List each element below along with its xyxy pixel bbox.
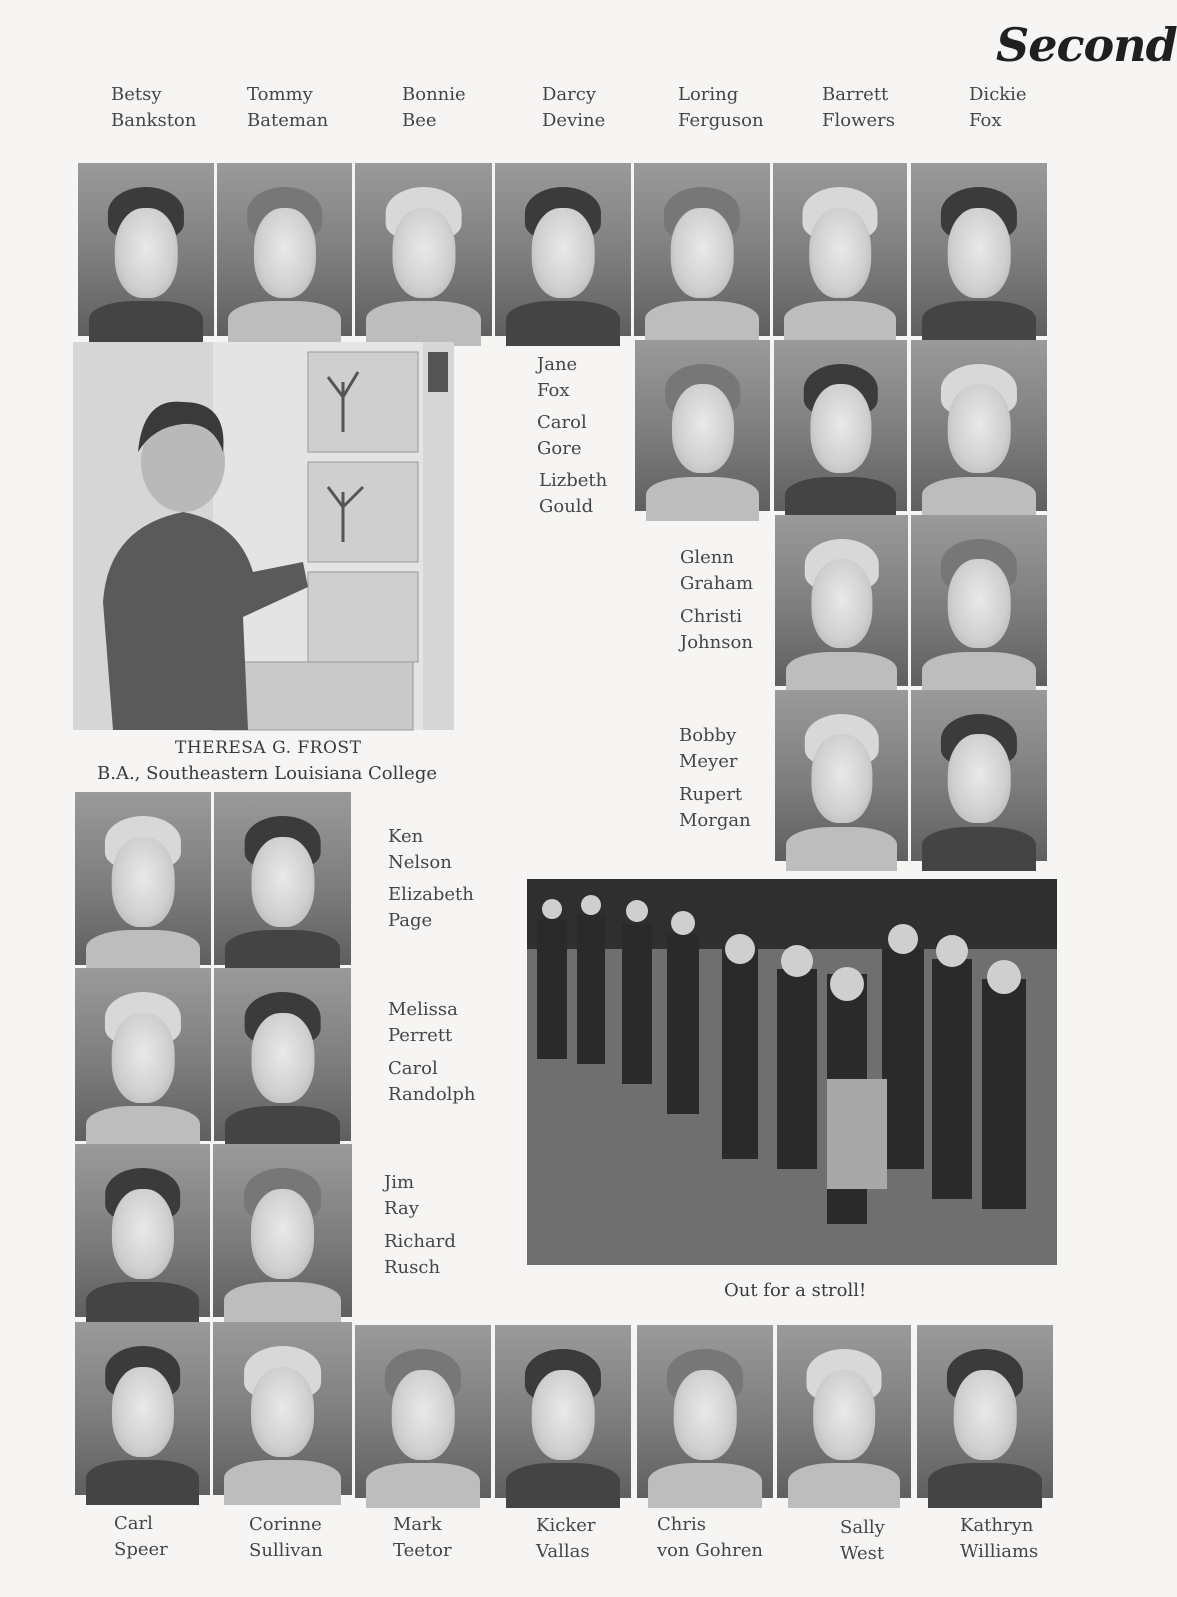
student-portrait bbox=[911, 515, 1047, 686]
last-name: Fox bbox=[969, 110, 1002, 131]
name-label bbox=[402, 82, 466, 134]
student-portrait bbox=[911, 163, 1047, 336]
student-portrait bbox=[213, 1144, 352, 1317]
last-name: von Gohren bbox=[657, 1540, 763, 1561]
name-label bbox=[679, 782, 751, 834]
student-portrait bbox=[78, 163, 214, 336]
last-name: Nelson bbox=[388, 852, 452, 873]
student-portrait bbox=[773, 163, 907, 336]
last-name: West bbox=[840, 1543, 885, 1564]
student-portrait bbox=[775, 515, 908, 686]
last-name: Gore bbox=[537, 438, 582, 459]
student-portrait bbox=[777, 1325, 911, 1498]
last-name: Rusch bbox=[384, 1257, 441, 1278]
name-label bbox=[960, 1513, 1038, 1565]
name-label bbox=[536, 1513, 595, 1565]
first-name: Mark bbox=[393, 1514, 442, 1535]
name-label bbox=[384, 1170, 419, 1222]
name-label bbox=[840, 1515, 885, 1567]
name-label bbox=[537, 352, 577, 404]
group-photo-image bbox=[527, 879, 1057, 1265]
teacher-photo-image bbox=[73, 342, 454, 730]
name-label bbox=[969, 82, 1027, 134]
last-name: Bankston bbox=[111, 110, 197, 131]
first-name: Richard bbox=[384, 1231, 456, 1252]
first-name: Chris bbox=[657, 1514, 706, 1535]
name-label bbox=[537, 410, 587, 462]
student-portrait bbox=[75, 1322, 210, 1495]
last-name: Morgan bbox=[679, 810, 751, 831]
student-portrait bbox=[75, 968, 211, 1141]
student-portrait bbox=[911, 690, 1047, 861]
first-name: Elizabeth bbox=[388, 884, 474, 905]
student-portrait bbox=[775, 690, 908, 861]
teacher-photo bbox=[73, 342, 454, 730]
last-name: Sullivan bbox=[249, 1540, 323, 1561]
first-name: Sally bbox=[840, 1517, 885, 1538]
first-name: Kicker bbox=[536, 1515, 596, 1536]
name-label bbox=[388, 824, 452, 876]
name-label bbox=[680, 604, 753, 656]
first-name: Carol bbox=[388, 1058, 438, 1079]
name-label bbox=[657, 1512, 763, 1564]
first-name: Barrett bbox=[822, 84, 889, 105]
student-portrait bbox=[495, 163, 631, 336]
first-name: Rupert bbox=[679, 784, 743, 805]
student-portrait bbox=[635, 340, 770, 511]
first-name: Carol bbox=[537, 412, 587, 433]
student-portrait bbox=[774, 340, 907, 511]
name-label bbox=[388, 997, 458, 1049]
first-name: Melissa bbox=[388, 999, 458, 1020]
student-portrait bbox=[917, 1325, 1053, 1498]
first-name: Bonnie bbox=[402, 84, 466, 105]
student-portrait bbox=[214, 792, 351, 965]
student-portrait bbox=[355, 1325, 491, 1498]
name-label bbox=[679, 723, 738, 775]
student-portrait bbox=[75, 792, 211, 965]
first-name: Glenn bbox=[680, 547, 734, 568]
first-name: Jim bbox=[384, 1172, 415, 1193]
last-name: Speer bbox=[114, 1539, 168, 1560]
first-name: Loring bbox=[678, 84, 739, 105]
name-label bbox=[388, 1056, 476, 1108]
first-name: Corinne bbox=[249, 1514, 322, 1535]
student-portrait bbox=[355, 163, 492, 336]
first-name: Lizbeth bbox=[539, 470, 608, 491]
name-label bbox=[247, 82, 328, 134]
name-label bbox=[822, 82, 895, 134]
name-label bbox=[678, 82, 764, 134]
first-name: Dickie bbox=[969, 84, 1027, 105]
last-name: Graham bbox=[680, 573, 754, 594]
first-name: Bobby bbox=[679, 725, 737, 746]
last-name: Johnson bbox=[680, 632, 753, 653]
group-photo-caption: Out for a stroll! bbox=[724, 1280, 867, 1301]
last-name: Flowers bbox=[822, 110, 895, 131]
student-portrait bbox=[217, 163, 352, 336]
last-name: Ferguson bbox=[678, 110, 764, 131]
student-portrait bbox=[911, 340, 1047, 511]
last-name: Meyer bbox=[679, 751, 738, 772]
student-portrait bbox=[495, 1325, 631, 1498]
student-portrait bbox=[214, 968, 351, 1141]
name-label bbox=[384, 1229, 456, 1281]
first-name: Jane bbox=[537, 354, 578, 375]
last-name: Ray bbox=[384, 1198, 419, 1219]
name-label bbox=[388, 882, 474, 934]
name-label bbox=[111, 82, 196, 134]
name-label bbox=[542, 82, 605, 134]
name-label bbox=[680, 545, 753, 597]
teacher-degree: B.A., Southeastern Louisiana College bbox=[97, 763, 437, 784]
first-name: Kathryn bbox=[960, 1515, 1034, 1536]
last-name: Page bbox=[388, 910, 433, 931]
first-name: Betsy bbox=[111, 84, 162, 105]
page-heading: Second bbox=[996, 18, 1177, 72]
name-label bbox=[539, 468, 607, 520]
student-portrait bbox=[213, 1322, 352, 1495]
student-portrait bbox=[75, 1144, 210, 1317]
student-portrait bbox=[637, 1325, 773, 1498]
last-name: Perrett bbox=[388, 1025, 453, 1046]
last-name: Fox bbox=[537, 380, 570, 401]
last-name: Bee bbox=[402, 110, 437, 131]
last-name: Devine bbox=[542, 110, 606, 131]
last-name: Williams bbox=[960, 1541, 1039, 1562]
student-portrait bbox=[634, 163, 770, 336]
last-name: Randolph bbox=[388, 1084, 476, 1105]
name-label bbox=[393, 1512, 452, 1564]
first-name: Ken bbox=[388, 826, 424, 847]
first-name: Darcy bbox=[542, 84, 597, 105]
last-name: Vallas bbox=[536, 1541, 590, 1562]
teacher-name: THERESA G. FROST bbox=[175, 738, 362, 758]
last-name: Bateman bbox=[247, 110, 329, 131]
last-name: Teetor bbox=[393, 1540, 452, 1561]
name-label bbox=[114, 1511, 168, 1563]
name-label bbox=[249, 1512, 323, 1564]
last-name: Gould bbox=[539, 496, 594, 517]
first-name: Tommy bbox=[247, 84, 313, 105]
first-name: Carl bbox=[114, 1513, 153, 1534]
group-photo bbox=[527, 879, 1057, 1265]
first-name: Christi bbox=[680, 606, 742, 627]
